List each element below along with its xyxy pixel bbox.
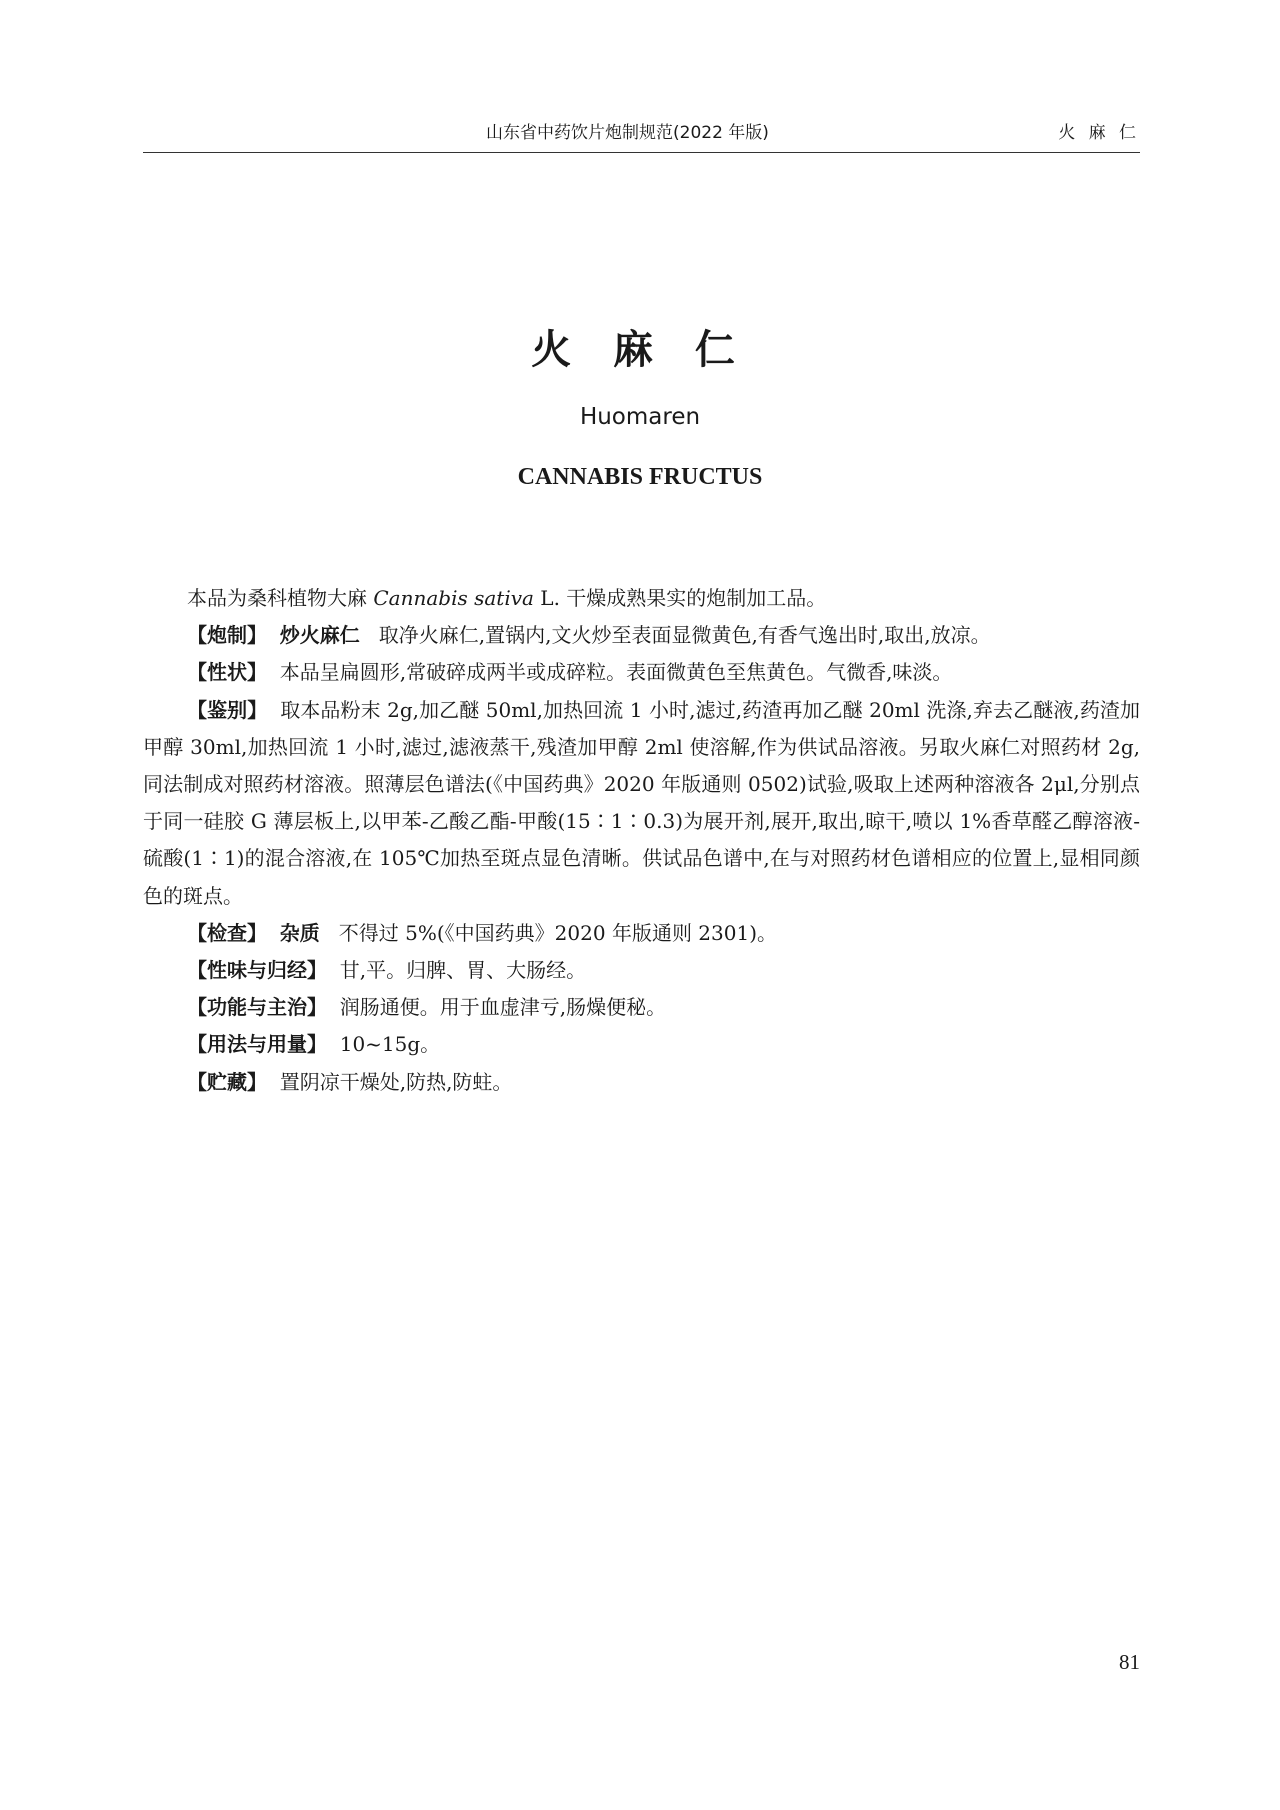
section-text: 本品呈扁圆形,常破碎成两半或成碎粒。表面微黄色至焦黄色。气微香,味淡。 <box>279 660 953 685</box>
section-function <box>143 989 1140 1026</box>
section-label: 【贮藏】 <box>187 1069 267 1094</box>
section-inspection <box>143 915 1140 952</box>
page-number: 81 <box>1119 1650 1140 1674</box>
section-text: 取本品粉末 2g,加乙醚 50ml,加热回流 1 小时,滤过,药渣再加乙醚 20ml 洗涤,弃去乙醚液,药渣加甲醇 30ml,加热回流 1 小时,滤过,滤液蒸干,残渣加甲醇 2ml 使溶解,作为供试品溶液。另取火麻仁对照药材 2g,同法制成对照药材溶液。照薄层色谱法(《中国药典》2020 年版通则 0502)试验,吸取上述两种溶液各 2μl,分别点于同一硅胶 G 薄层板上,以甲苯-乙酸乙酯-甲酸(15∶1∶0.3)为展开剂,展开,取出,晾干,喷以 1%香草醛乙醇溶液-硫酸(1∶1)的混合溶液,在 105℃加热至斑点显色清晰。供试品色谱中,在与对照药材色谱相应的位置上,显相同颜色的斑点。 <box>143 697 1141 908</box>
section-dosage <box>143 1026 1140 1063</box>
section-text: 取净火麻仁,置锅内,文火炒至表面显微黄色,有香气逸出时,取出,放凉。 <box>378 623 991 648</box>
running-header <box>143 114 1140 153</box>
section-label: 【功能与主治】 <box>187 995 327 1020</box>
section-label: 【鉴别】 <box>187 697 268 722</box>
header-drug-name: 火 麻 仁 <box>1058 123 1140 143</box>
book-title: 山东省中药饮片炮制规范(2022 年版) <box>486 123 769 143</box>
section-text: 润肠通便。用于血虚津亏,肠燥便秘。 <box>339 995 667 1020</box>
section-storage <box>143 1064 1140 1101</box>
latin-name: CANNABIS FRUCTUS <box>517 464 763 490</box>
monograph-body <box>143 580 1140 1101</box>
section-text: 置阴凉干燥处,防热,防蛀。 <box>279 1069 513 1094</box>
section-label: 【用法与用量】 <box>187 1032 327 1057</box>
section-text: 不得过 5%(《中国药典》2020 年版通则 2301)。 <box>338 920 777 945</box>
pinyin-name: Huomaren <box>579 404 701 430</box>
section-text: 甘,平。归脾、胃、大肠经。 <box>339 958 587 983</box>
section-identification <box>143 692 1140 915</box>
section-property <box>143 952 1140 989</box>
section-label: 【炮制】 <box>187 623 267 648</box>
species-name: Cannabis sativa <box>373 586 534 610</box>
section-label: 【性味与归经】 <box>187 958 327 983</box>
section-processing <box>143 617 1140 654</box>
intro-paragraph <box>143 580 1140 617</box>
monograph-title: 火 麻 仁 <box>531 327 749 373</box>
section-label: 【性状】 <box>187 660 267 685</box>
section-description <box>143 654 1140 691</box>
section-sublabel: 炒火麻仁 <box>279 623 360 648</box>
section-text: 10~15g。 <box>339 1032 441 1057</box>
section-label: 【检查】 <box>187 920 267 945</box>
intro-after: L. 干燥成熟果实的炮制加工品。 <box>533 586 827 610</box>
section-sublabel: 杂质 <box>279 920 320 945</box>
intro-before: 本品为桑科植物大麻 <box>187 586 374 610</box>
